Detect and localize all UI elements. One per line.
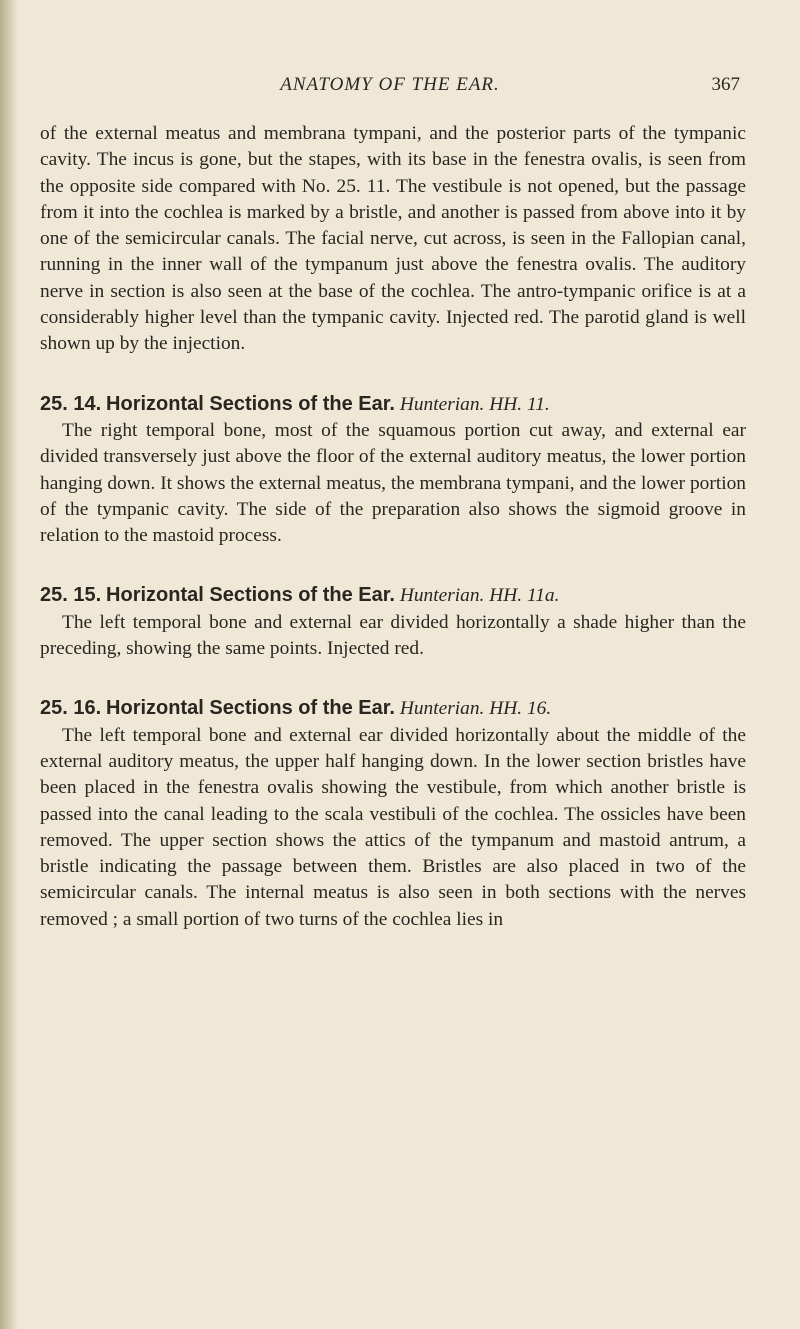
entry-catalogue-ref: HH. 11a. [489,585,560,607]
entry-heading: Horizontal Sections of the Ear. [106,392,395,415]
catalogue-entry-25-15 [40,582,746,662]
page-number: 367 [711,74,740,95]
catalogue-entry-25-16 [40,695,746,933]
entry-collection: Hunterian. [399,698,485,720]
running-head-title: ANATOMY OF THE EAR. [280,74,500,95]
continuation-paragraph: of the external meatus and membrana tympani, and the posterior parts of the tympanic cavity. The incus is gone, but the stapes, with its base in the fenestra ovalis, is seen from the opposite side compared with No. 25. 11. The vestibule is not opened, but the passage from it into the cochlea is marked by a bristle, and another is passed from above into it by one of the semicircular canals. The facial nerve, cut across, is seen in the Fallopian canal, running in the inner wall of the tympanum just above the fenestra ovalis. The auditory nerve in section is also seen at the base of the cochlea. The antro-tympanic orifice is at a considerably higher level than the tympanic cavity. Injected red. The parotid gland is well shown up by the injection. [40,123,746,355]
entry-number: 25. 15. [40,584,102,607]
running-head [40,74,740,100]
entry-collection: Hunterian. [399,393,485,415]
entry-heading: Horizontal Sections of the Ear. [106,584,395,607]
catalogue-entry-25-14 [40,391,746,550]
entry-catalogue-ref: HH. 16. [489,698,552,720]
page-content [40,121,746,933]
entry-heading-line [40,695,746,722]
entry-heading: Horizontal Sections of the Ear. [106,697,395,720]
page-binding-shadow [0,0,18,1329]
entry-description: The left temporal bone and external ear divided horizontally a shade higher than the preceding, showing the same points. Injected red. [40,611,746,660]
entry-collection: Hunterian. [399,585,485,607]
entry-description: The left temporal bone and external ear divided horizontally about the middle of the external auditory meatus, the upper half hanging down. In the lower section bristles have been placed in the fenestra ovalis showing the vestibule, from which another bristle is passed into the canal leading to the scala vestibuli of the cochlea. The ossicles have been removed. The upper section shows the attics of the tympanum and mastoid antrum, a bristle indicating the passage between them. Bristles are also placed in two of the semicircular canals. The internal meatus is also seen in both sections with the nerves removed ; a small portion of two turns of the cochlea lies in [40,724,746,930]
entry-catalogue-ref: HH. 11. [489,393,550,415]
entry-heading-line [40,391,746,418]
entry-description: The right temporal bone, most of the squamous portion cut away, and external ear divided transversely just above the floor of the external auditory meatus, the lower portion hanging down. It shows the external meatus, the membrana tympani, and the lower portion of the tympanic cavity. The side of the preparation also shows the sigmoid groove in relation to the mastoid process. [40,419,746,547]
entry-heading-line [40,582,746,609]
entry-number: 25. 14. [40,392,102,415]
entry-number: 25. 16. [40,697,102,720]
